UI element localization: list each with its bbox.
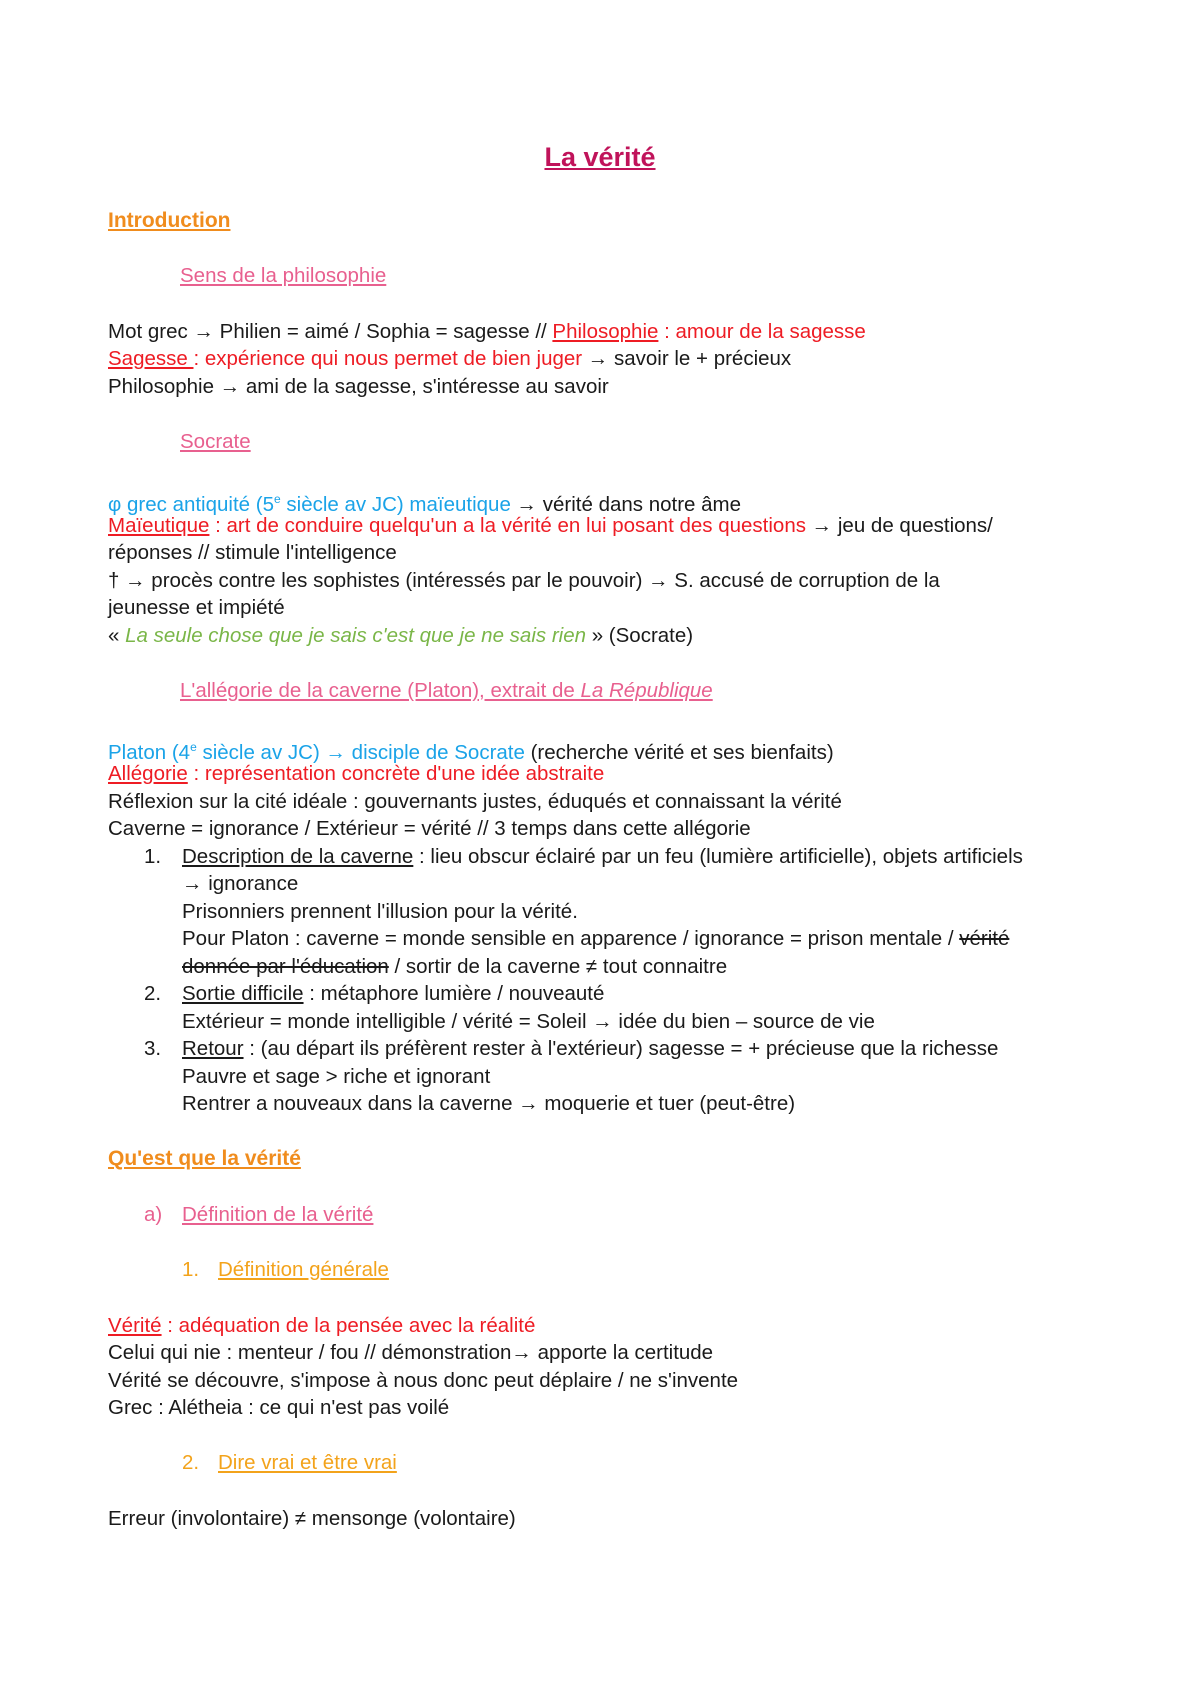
text-span: vérité dans notre âme xyxy=(537,492,742,516)
arrow-icon: → xyxy=(511,1341,532,1364)
list-letter: a) xyxy=(144,1203,163,1226)
list-number: 2. xyxy=(182,1451,200,1474)
text-span: idée du bien – source de vie xyxy=(612,1010,875,1033)
dagger-icon: † xyxy=(108,569,126,592)
list-item-title: Retour xyxy=(182,1037,244,1060)
list-number: 1. xyxy=(144,845,162,868)
struck-text: donnée par l'éducation xyxy=(182,955,389,978)
definition-text: : art de conduire quelqu'un a la vérité en lui posant des questions xyxy=(209,514,812,537)
text-span: « xyxy=(108,624,126,647)
book-title: La République xyxy=(580,679,713,702)
text-line: Caverne = ignorance / Extérieur = vérité // 3 temps dans cette allégorie xyxy=(108,817,751,840)
list-item xyxy=(182,1037,998,1061)
text-line xyxy=(182,1010,875,1034)
section-heading-verite: Qu'est que la vérité xyxy=(108,1147,301,1170)
text-line xyxy=(108,375,609,399)
text-line xyxy=(182,927,1009,951)
list-item xyxy=(182,982,604,1006)
text-line: Grec : Alétheia : ce qui n'est pas voilé xyxy=(108,1396,450,1419)
text-line xyxy=(108,569,940,593)
text-line xyxy=(108,735,834,765)
list-item-title: Sortie difficile xyxy=(182,982,304,1005)
text-line: Prisonniers prennent l'illusion pour la vérité. xyxy=(182,900,578,923)
text-span: Celui qui nie : menteur / fou // démonstration xyxy=(108,1341,512,1364)
text-span: siècle av JC) xyxy=(196,740,326,764)
term-verite: Vérité xyxy=(108,1314,162,1337)
text-span: L'allégorie de la caverne (Platon), extrait de xyxy=(180,679,581,702)
text-span: : métaphore lumière / nouveauté xyxy=(303,982,605,1005)
text-line xyxy=(108,762,604,786)
text-span: / sortir de la caverne ≠ tout connaitre xyxy=(388,955,728,978)
text-line xyxy=(108,1341,713,1365)
arrow-icon: → xyxy=(193,320,214,343)
list-item xyxy=(182,845,1023,869)
text-span: savoir le + précieux xyxy=(608,347,792,370)
term-sagesse: Sagesse xyxy=(108,347,194,370)
arrow-icon: → xyxy=(592,1010,613,1033)
text-span: disciple de Socrate xyxy=(345,740,525,764)
text-line: Erreur (involontaire) ≠ mensonge (volontaire) xyxy=(108,1507,516,1530)
page-title: La vérité xyxy=(544,142,656,172)
text-span: moquerie et tuer (peut-être) xyxy=(538,1092,796,1115)
text-line: Pauvre et sage > riche et ignorant xyxy=(182,1065,491,1088)
definition-text: : représentation concrète d'une idée abstraite xyxy=(187,762,605,785)
arrow-icon: → xyxy=(182,872,203,895)
arrow-icon: → xyxy=(125,569,146,592)
arrow-icon: → xyxy=(516,492,538,516)
text-line xyxy=(108,487,741,517)
term-allegorie: Allégorie xyxy=(108,762,188,785)
text-span: Philien = aimé / Sophia = sagesse // xyxy=(213,320,553,343)
text-span: siècle av JC) maïeutique xyxy=(280,492,517,516)
text-line xyxy=(182,872,298,896)
arrow-icon: → xyxy=(325,740,346,764)
text-line xyxy=(182,1092,795,1116)
superscript: e xyxy=(190,740,197,754)
text-span: » (Socrate) xyxy=(586,624,694,647)
arrow-icon: → xyxy=(587,347,609,370)
subheading-definition-verite: Définition de la vérité xyxy=(182,1203,374,1226)
text-line xyxy=(108,624,693,648)
quote-socrate: La seule chose que je sais c'est que je ne sais rien xyxy=(125,624,586,647)
text-span: Pour Platon : caverne = monde sensible en apparence / ignorance = prison mentale / xyxy=(182,927,960,950)
text-span: S. accusé de corruption de la xyxy=(668,569,940,592)
text-line: réponses // stimule l'intelligence xyxy=(108,541,397,564)
subheading-definition-generale: Définition générale xyxy=(218,1258,389,1281)
text-line xyxy=(182,955,727,979)
text-span: procès contre les sophistes (intéressés par le pouvoir) xyxy=(145,569,649,592)
text-span: : (au départ ils préfèrent rester à l'extérieur) sagesse = + précieuse que la richesse xyxy=(243,1037,999,1060)
subheading-allegorie-caverne xyxy=(180,679,713,703)
text-span: Philosophie xyxy=(108,375,220,398)
text-span: Mot grec xyxy=(108,320,194,343)
text-line: Réflexion sur la cité idéale : gouvernants justes, éduqués et connaissant la vérité xyxy=(108,790,842,813)
text-line xyxy=(108,514,993,538)
text-line xyxy=(108,320,866,344)
list-number: 2. xyxy=(144,982,162,1005)
text-span: Extérieur = monde intelligible / vérité = Soleil xyxy=(182,1010,593,1033)
text-span: Rentrer a nouveaux dans la caverne xyxy=(182,1092,519,1115)
definition-text: : amour de la sagesse xyxy=(658,320,866,343)
definition-text: : expérience qui nous permet de bien juger xyxy=(193,347,588,370)
text-span: Platon (4 xyxy=(108,740,191,764)
term-maieutique: Maïeutique xyxy=(108,514,210,537)
arrow-icon: → xyxy=(518,1092,539,1115)
text-line xyxy=(108,347,791,371)
arrow-icon: → xyxy=(811,514,833,537)
subheading-sens-philosophie: Sens de la philosophie xyxy=(180,264,387,287)
definition-text: : adéquation de la pensée avec la réalité xyxy=(161,1314,536,1337)
text-span: jeu de questions/ xyxy=(832,514,993,537)
text-line: Vérité se découvre, s'impose à nous donc peut déplaire / ne s'invente xyxy=(108,1369,739,1392)
text-line: jeunesse et impiété xyxy=(108,596,285,619)
arrow-icon: → xyxy=(219,375,241,398)
struck-text: vérité xyxy=(959,927,1010,950)
list-number: 3. xyxy=(144,1037,162,1060)
text-line xyxy=(108,1314,535,1338)
text-span: (recherche vérité et ses bienfaits) xyxy=(524,740,834,764)
text-span: ami de la sagesse, s'intéresse au savoir xyxy=(240,375,609,398)
arrow-icon: → xyxy=(648,569,669,592)
text-span: φ grec antiquité (5 xyxy=(108,492,274,516)
superscript: e xyxy=(274,492,281,506)
list-number: 1. xyxy=(182,1258,200,1281)
subheading-socrate: Socrate xyxy=(180,430,251,453)
subheading-dire-vrai: Dire vrai et être vrai xyxy=(218,1451,397,1474)
text-span: : lieu obscur éclairé par un feu (lumière artificielle), objets artificiels xyxy=(413,845,1023,868)
list-item-title: Description de la caverne xyxy=(182,845,414,868)
term-philosophie: Philosophie xyxy=(552,320,659,343)
section-heading-introduction: Introduction xyxy=(108,209,231,232)
text-span: apporte la certitude xyxy=(531,1341,714,1364)
text-span: ignorance xyxy=(202,872,299,895)
